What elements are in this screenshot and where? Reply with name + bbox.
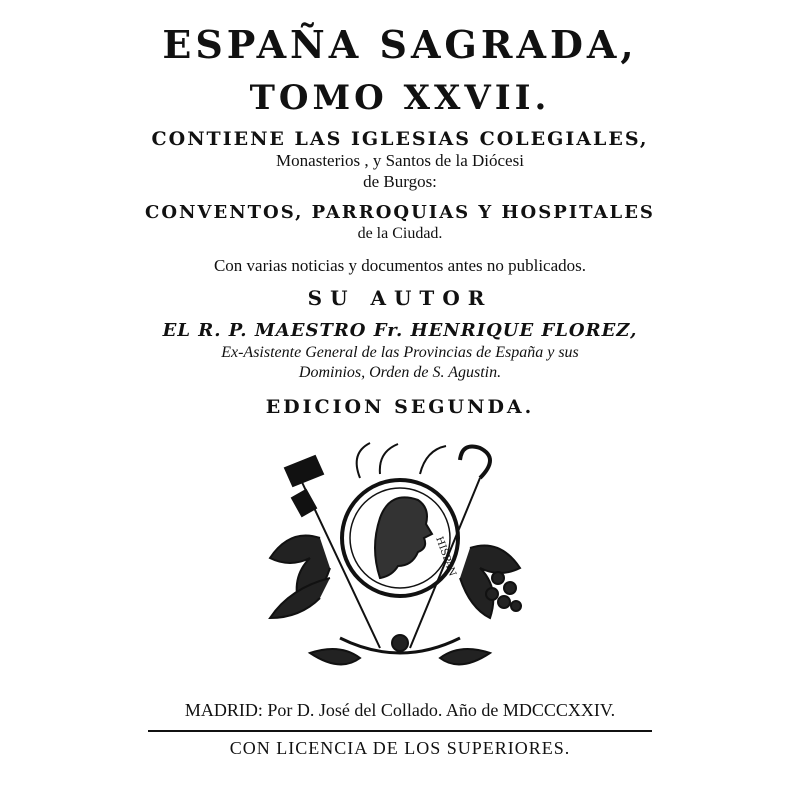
contents-line-3: de Burgos: [363, 172, 437, 191]
hispania-medallion-vignette-icon [230, 438, 570, 678]
divider-rule [148, 730, 652, 732]
license-line: CON LICENCIA DE LOS SUPERIORES. [229, 738, 571, 758]
author-label: SU AUTOR [307, 286, 493, 310]
author-name: EL R. P. MAESTRO Fr. HENRIQUE FLOREZ, [162, 320, 638, 341]
author-office-line-2: Dominios, Orden de S. Agustin. [298, 364, 502, 381]
imprint-line: MADRID: Por D. José del Collado. Año de MDCCCXXIV. [184, 700, 616, 720]
contents-line-4: de la Ciudad. [357, 225, 443, 242]
author-office-line-1: Ex-Asistente General de las Provincias de España y sus [221, 344, 579, 361]
contents-heading-2: CONVENTOS, PARROQUIAS Y HOSPITALES [145, 202, 655, 223]
volume-number: TOMO XXVII. [249, 78, 551, 118]
book-title: ESPAÑA SAGRADA, [162, 22, 638, 67]
medallion-inscription: HISPAN [433, 535, 458, 578]
notes-line: Con varias noticias y documentos antes no publicados. [213, 256, 587, 275]
contents-heading: CONTIENE LAS IGLESIAS COLEGIALES, [151, 128, 649, 150]
edition: EDICION SEGUNDA. [265, 396, 535, 418]
contents-line-2: Monasterios , y Santos de la Diócesi [276, 151, 524, 170]
